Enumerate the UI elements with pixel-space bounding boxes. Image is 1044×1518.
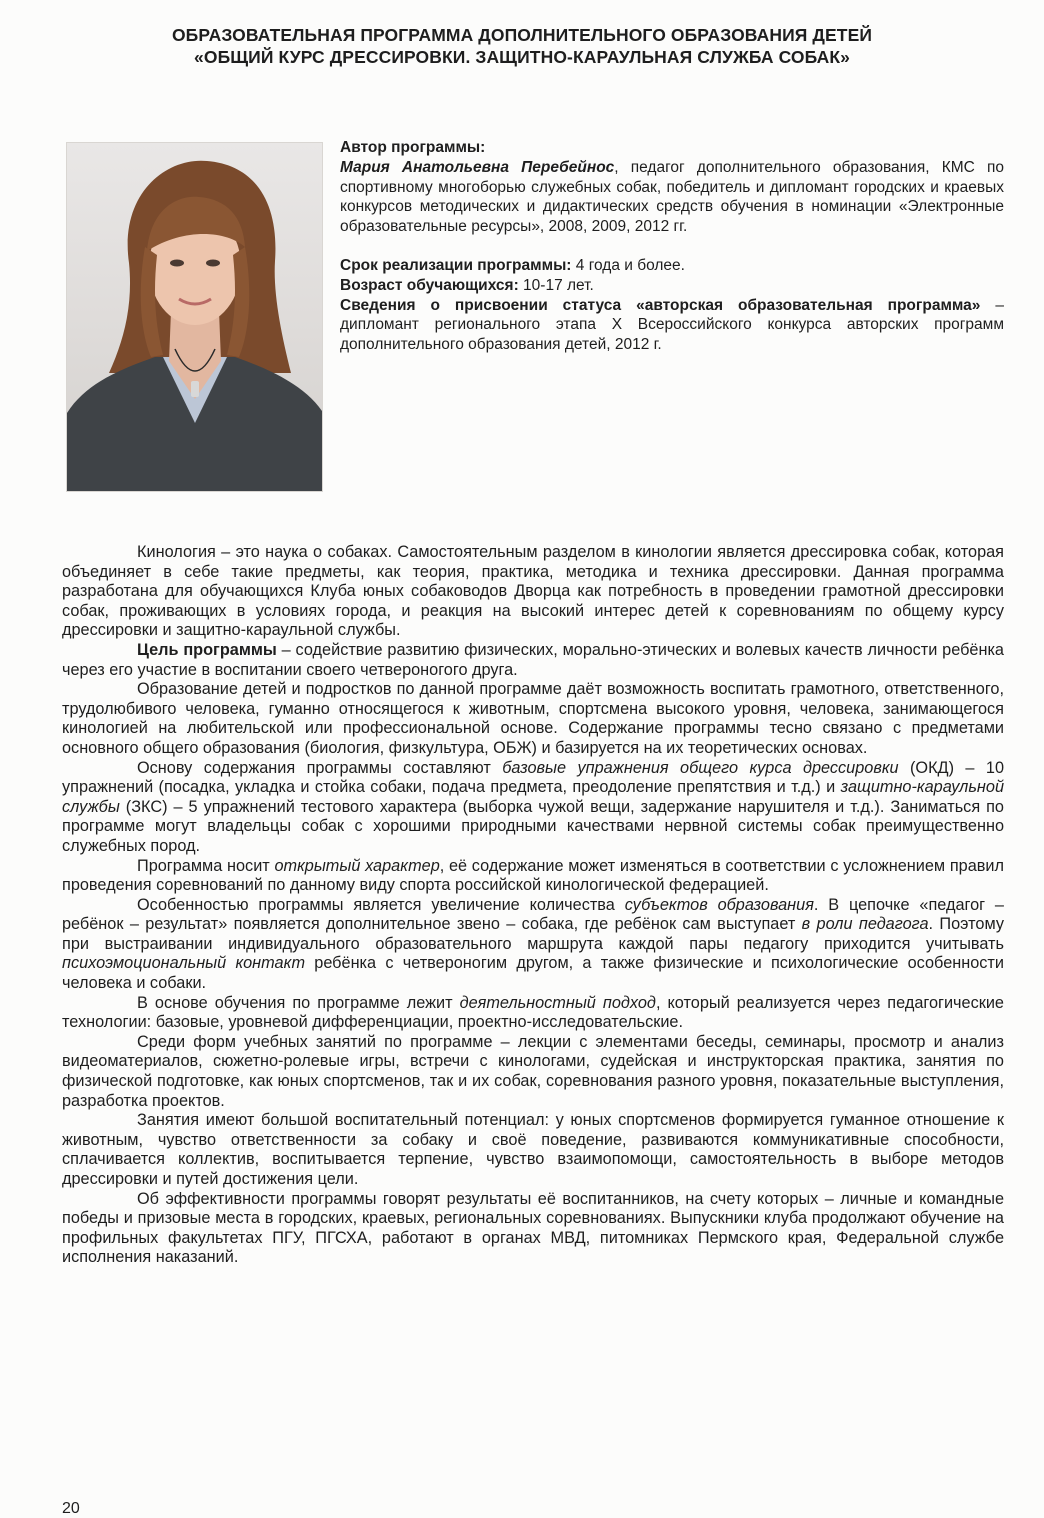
text-run: Об эффективности программы говорят результаты её воспитанников, на счету которых – личные и командные победы и призовые места в городских, краевых, региональных соревнованиях. Выпускники клуба продолжают обучение на профильных факультетах ПГУ, ПГСХА, работают в органах МВД, питомниках Пермского края, Федеральной службе исполнения наказаний. [62, 1189, 1004, 1267]
text-run: Особенностью программы является увеличение количества [137, 895, 625, 914]
paragraph-forms [62, 1033, 1004, 1111]
program-duration [340, 256, 1004, 276]
paragraph-education [62, 680, 1004, 758]
emphasis-text: деятельностный подход [459, 993, 656, 1012]
duration-value: 4 года и более. [571, 256, 685, 274]
text-run: Программа носит [137, 856, 275, 875]
author-name: Мария Анатольевна Перебейнос [340, 158, 615, 176]
text-run: . В цепочке «педагог – ребёнок – результат» появляется дополнительное звено – собака, где ребёнок сам выступает [62, 895, 1004, 934]
emphasis-text: базовые упражнения общего курса дрессировки [502, 758, 899, 777]
text-run: В основе обучения по программе лежит [137, 993, 460, 1012]
text-run: Образование детей и подростков по данной программе даёт возможность воспитать грамотного, ответственного, трудолюбивого человека, гуманно относящегося к животным, спортсмена высокого уровня, человека, занимающегося кинологией на любительской или профессиональной основе. Содержание программы тесно связано с предметами основного общего образования (биология, физкультура, ОБЖ) и базируется на их теоретических основах. [62, 680, 1004, 757]
author-portrait-image [67, 143, 322, 491]
author-bio [340, 158, 1004, 237]
text-run: ребёнка с четвероногим другом, а также физические и психологические особенности человека и собаки. [62, 954, 1004, 993]
text-run: . Поэтому при выстраивании индивидуального образовательного маршрута каждой пары педагогу приходится учитывать [62, 915, 1004, 953]
author-info [340, 138, 1004, 355]
paragraph-content [62, 759, 1004, 857]
paragraph-open-character [62, 857, 1004, 896]
text-run: (ОКД) – 10 упражнений (посадка, укладка и стойка собаки, подача предмета, преодоление препятствия и т.д.) и [62, 758, 1004, 797]
text-run: (ЗКС) – 5 упражнений тестового характера (выборка чужой вещи, задержание нарушителя и т.д.). Заниматься по программе могут владельцы собак с хорошими природными качествами нервной системы собак преимущественно служебных пород. [62, 797, 1004, 855]
text-run: Основу содержания программы составляют [137, 758, 503, 777]
duration-label: Срок реализации программы: [340, 256, 572, 274]
program-status [340, 296, 1004, 355]
body-text [62, 543, 1004, 1268]
paragraph-goal [62, 641, 1004, 680]
author-label: Автор программы: [340, 139, 486, 156]
title-line-1: ОБРАЗОВАТЕЛЬНАЯ ПРОГРАММА ДОПОЛНИТЕЛЬНОГО ОБРАЗОВАНИЯ ДЕТЕЙ [171, 25, 873, 45]
emphasis-text: субъектов образования [624, 895, 814, 914]
text-run: Кинология – это наука о собаках. Самостоятельным разделом в кинологии является дрессировка собак, которая объединяет в себе такие предметы, как теория, практика, методика и техника дрессировки. Данная программа разработана для обучающихся Клуба юных собаководов Дворца как потребность в проведении грамотной дрессировки собак, проживающих в условиях города, и реакция на высокий интерес детей к соревнованиям по общему курсу дрессировки и защитно-караульной службы. [62, 543, 1004, 640]
emphasis-text: психоэмоциональный контакт [62, 954, 306, 973]
author-bio-text: , педагог дополнительного образования, КМС по спортивному многоборью служебных собак, победитель и дипломант городских и краевых конкурсов методических и дидактических средств обучения в номинации «Электронные образовательные ресурсы», 2008, 2009, 2012 гг. [340, 158, 1004, 236]
author-photo [66, 142, 323, 492]
page-number: 20 [62, 1500, 80, 1517]
paragraph-kinology [62, 543, 1004, 641]
age-value: 10-17 лет. [518, 276, 594, 294]
paragraph-feature [62, 896, 1004, 994]
status-text: – дипломант регионального этапа X Всероссийского конкурса авторских программ дополнительного образования детей, 2012 г. [340, 296, 1004, 354]
title-line-2: «ОБЩИЙ КУРС ДРЕССИРОВКИ. ЗАЩИТНО-КАРАУЛЬНАЯ СЛУЖБА СОБАК» [194, 47, 850, 67]
student-age [340, 276, 1004, 296]
text-run: Среди форм учебных занятий по программе – лекции с элементами беседы, семинары, просмотр и анализ видеоматериалов, сюжетно-ролевые игры, встречи с кинологами, судейская и инструкторская практика, занятия по физической подготовке, как юных спортсменов, так и их собак, соревнования разного уровня, показательные выступления, разработка проектов. [62, 1032, 1004, 1110]
emphasis-text: в роли педагога [801, 915, 929, 934]
emphasis-text: защитно-караульной службы [62, 778, 1004, 816]
paragraph-potential [62, 1111, 1004, 1189]
age-label: Возраст обучающихся: [340, 276, 519, 294]
goal-label: Цель программы [137, 640, 277, 659]
text-run: , который реализуется через педагогические технологии: базовые, уровневой дифференциации, проектно-исследовательские. [62, 993, 1004, 1032]
document-title [0, 24, 1044, 68]
emphasis-text: открытый характер [274, 856, 440, 875]
text-run: – содействие развитию физических, морально-этических и волевых качеств личности ребёнка через его участие в воспитании своего четвероногого друга. [62, 640, 1004, 679]
text-run: , её содержание может изменяться в соответствии с усложнением правил проведения соревнований по данному виду спорта российской кинологической федерацией. [62, 856, 1004, 895]
status-label: Сведения о присвоении статуса «авторская образовательная программа» [340, 296, 981, 314]
paragraph-approach [62, 994, 1004, 1033]
text-run: Занятия имеют большой воспитательный потенциал: у юных спортсменов формируется гуманное отношение к животным, чувство ответственности за собаку и своё поведение, развиваются коммуникативные способности, сплачивается коллектив, воспитывается терпение, чувство взаимопомощи, самостоятельность в выборе методов дрессировки и путей достижения цели. [62, 1111, 1004, 1188]
paragraph-results [62, 1190, 1004, 1268]
